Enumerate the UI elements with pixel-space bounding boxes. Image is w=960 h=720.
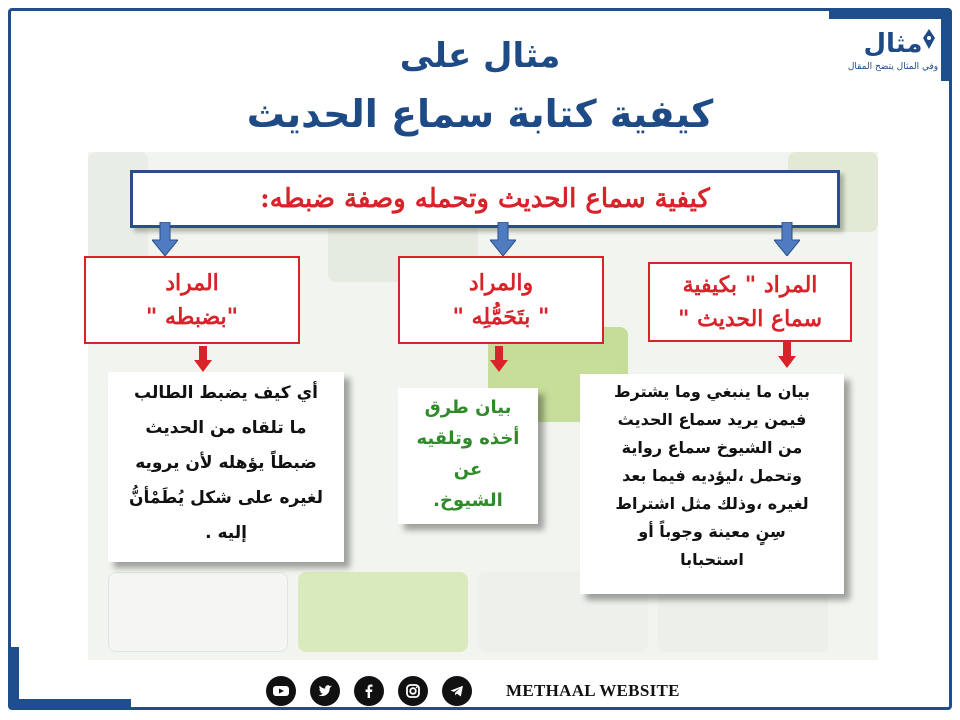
note-line: من الشيوخ سماع رواية — [621, 438, 803, 457]
concept-box-line: "بضبطه " — [145, 304, 239, 330]
instagram-icon[interactable] — [398, 676, 428, 706]
concept-box-line: والمراد — [468, 270, 534, 296]
note-line: وتحمل ،ليؤديه فيما بعد — [622, 466, 802, 485]
pen-nib-icon — [918, 28, 940, 50]
note-line: ما تلقاه من الحديث — [145, 418, 307, 438]
note-line: أي كيف يضبط الطالب — [133, 383, 319, 403]
concept-box-line: المراد — [165, 270, 219, 296]
concept-box-dabt — [84, 256, 300, 344]
note-line: سِنٍ معينة وجوباً أو — [638, 522, 786, 541]
page-title-line-2: كيفية كتابة سماع الحديث — [246, 92, 714, 136]
note-line: بيان ما ينبغي وما يشترط — [614, 382, 810, 401]
facebook-icon[interactable] — [354, 676, 384, 706]
note-line: لغيره ،وذلك مثل اشتراط — [615, 494, 809, 513]
logo-word: مثال — [863, 29, 923, 59]
note-line: ضبطاً يؤهله لأن يرويه — [135, 453, 317, 473]
note-line: أخذه وتلقيه — [416, 428, 520, 449]
explanation-note-kayfiyya — [580, 374, 844, 594]
explanation-note-dabt — [108, 372, 344, 562]
concept-box-kayfiyya — [648, 262, 852, 342]
down-arrow-icon — [774, 222, 800, 256]
note-line: لغيره على شكل يُطَمْأنُّ — [128, 488, 324, 508]
note-line: عن — [453, 459, 483, 480]
concept-box-line: " بتَحَمُّلِه " — [452, 304, 550, 330]
note-line: بيان طرق — [424, 397, 512, 418]
concept-box-tahammul — [398, 256, 604, 344]
concept-box-line: المراد " بكيفية — [682, 272, 818, 298]
down-arrow-icon — [152, 222, 178, 256]
logo-tagline: وفي المثال يتضح المقال — [847, 62, 939, 72]
page-title-line-1: مثال على — [399, 36, 561, 76]
note-line: فيمن يريد سماع الحديث — [617, 410, 807, 429]
diagram-top-box — [130, 170, 840, 228]
down-arrow-icon — [194, 346, 212, 372]
footer-site-name: METHAAL WEBSITE — [506, 681, 680, 700]
down-arrow-icon — [490, 222, 516, 256]
youtube-icon[interactable] — [266, 676, 296, 706]
twitter-icon[interactable] — [310, 676, 340, 706]
footer-social-bar — [266, 676, 680, 706]
telegram-icon[interactable] — [442, 676, 472, 706]
note-line: الشيوخ. — [433, 490, 503, 511]
down-arrow-icon — [778, 342, 796, 368]
explanation-note-tahammul — [398, 388, 538, 524]
diagram-top-text: كيفية سماع الحديث وتحمله وصفة ضبطه: — [260, 184, 710, 214]
note-line: استحبابا — [680, 550, 744, 569]
site-logo — [838, 28, 948, 88]
down-arrow-icon — [490, 346, 508, 372]
concept-box-line: سماع الحديث " — [677, 306, 823, 332]
note-line: إليه . — [205, 523, 247, 543]
